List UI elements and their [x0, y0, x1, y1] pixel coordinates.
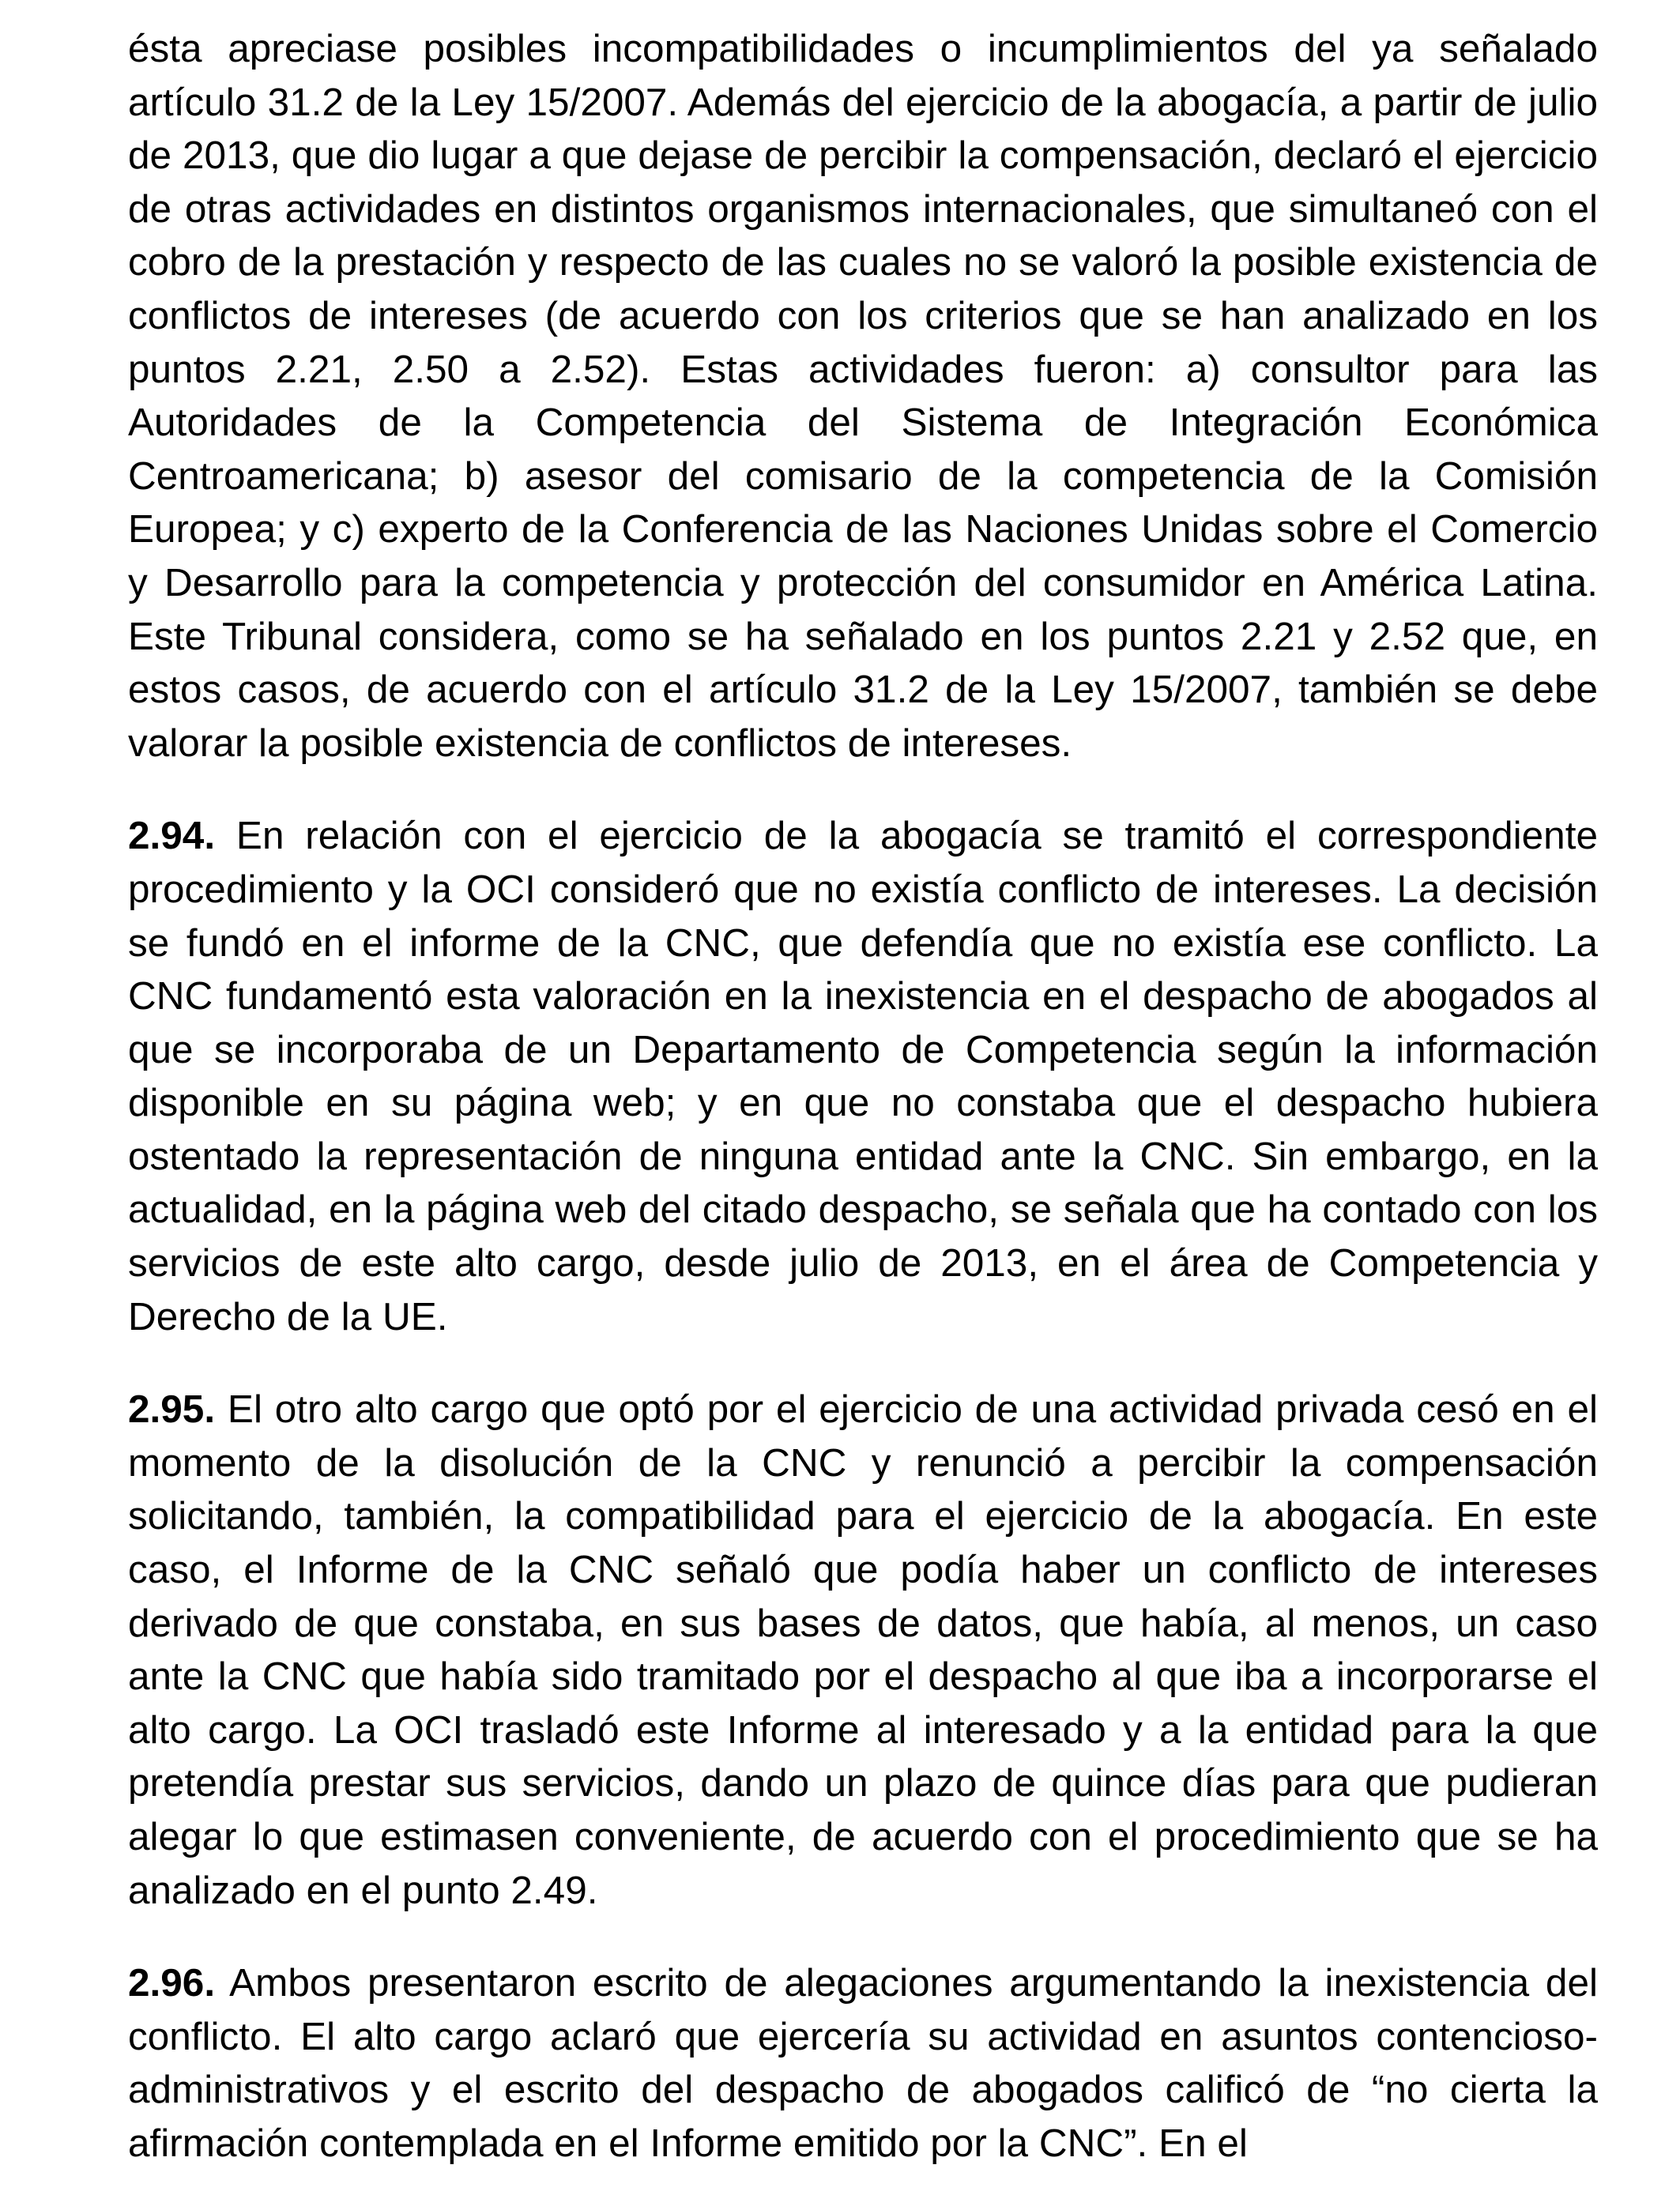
- paragraph-text: ésta apreciase posibles incompatibilidades o incumplimientos del ya señalado artículo 31.2 de la Ley 15/2007. Además del ejercicio de la abogacía, a partir de julio de 2013, que dio lugar a que dejase de percibir la compensación, declaró el ejercicio de otras actividades en distintos organismos internacionales, que simultaneó con el cobro de la prestación y respecto de las cuales no se valoró la posible existencia de conflictos de intereses (de acuerdo con los criterios que se han analizado en los puntos 2.21, 2.50 a 2.52). Estas actividades fueron: a) consultor para las Autoridades de la Competencia del Sistema de Integración Económica Centroamericana; b) asesor del comisario de la competencia de la Comisión Europea; y c) experto de la Conferencia de las Naciones Unidas sobre el Comercio y Desarrollo para la competencia y protección del consumidor en América Latina. Este Tribunal considera, como se ha señalado en los puntos 2.21 y 2.52 que, en estos casos, de acuerdo con el artículo 31.2 de la Ley 15/2007, también se debe valorar la posible existencia de conflictos de intereses.: [128, 27, 1598, 765]
- paragraph-text: En relación con el ejercicio de la abogacía se tramitó el correspondiente procedimiento y la OCI consideró que no existía conflicto de intereses. La decisión se fundó en el informe de la CNC, que defendía que no existía ese conflicto. La CNC fundamentó esta valoración en la inexistencia en el despacho de abogados al que se incorporaba de un Departamento de Competencia según la información disponible en su página web; y en que no constaba que el despacho hubiera ostentado la representación de ninguna entidad ante la CNC. Sin embargo, en la actualidad, en la página web del citado despacho, se señala que ha contado con los servicios de este alto cargo, desde julio de 2013, en el área de Competencia y Derecho de la UE.: [128, 814, 1598, 1338]
- paragraph-2-95: [128, 1383, 1598, 1917]
- document-page: [128, 22, 1598, 2210]
- paragraph-continuation: [128, 22, 1598, 770]
- paragraph-2-96: [128, 1956, 1598, 2170]
- paragraph-number: 2.96.: [128, 1961, 216, 2005]
- paragraph-2-94: [128, 809, 1598, 1343]
- paragraph-number: 2.94.: [128, 814, 216, 858]
- paragraph-text: Ambos presentaron escrito de alegaciones argumentando la inexistencia del conflicto. El alto cargo aclaró que ejercería su actividad en asuntos contencioso-administrativos y el escrito del despacho de abogados calificó de “no cierta la afirmación contemplada en el Informe emitido por la CNC”. En el: [128, 1961, 1598, 2165]
- paragraph-number: 2.95.: [128, 1387, 216, 1432]
- paragraph-text: El otro alto cargo que optó por el ejercicio de una actividad privada cesó en el momento de la disolución de la CNC y renunció a percibir la compensación solicitando, también, la compatibilidad para el ejercicio de la abogacía. En este caso, el Informe de la CNC señaló que podía haber un conflicto de intereses derivado de que constaba, en sus bases de datos, que había, al menos, un caso ante la CNC que había sido tramitado por el despacho al que iba a incorporarse el alto cargo. La OCI trasladó este Informe al interesado y a la entidad para la que pretendía prestar sus servicios, dando un plazo de quince días para que pudieran alegar lo que estimasen conveniente, de acuerdo con el procedimiento que se ha analizado en el punto 2.49.: [128, 1387, 1598, 1912]
